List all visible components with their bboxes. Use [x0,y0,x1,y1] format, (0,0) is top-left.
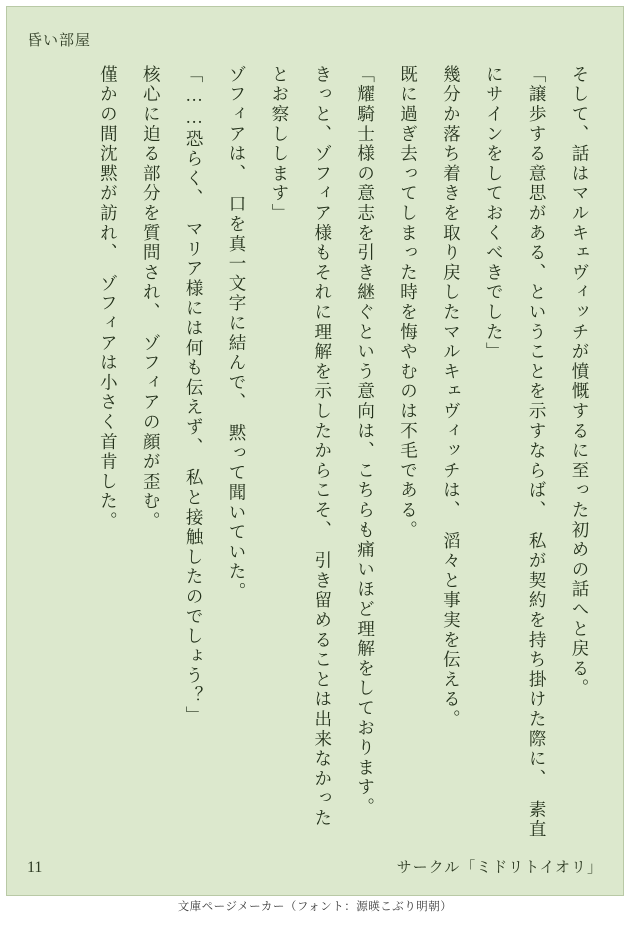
paragraph: 「耀騎士様の意志を引き継ぐという意向は、こちらも痛いほど理解をしております。 [355,65,376,818]
novel-page-surface [6,6,624,896]
paragraph: 核心に迫る部分を質問され、 ゾフィアの顔が歪む。 [141,65,162,532]
vertical-body-text [31,65,601,845]
paragraph: 「……恐らく、 マリア様には何も伝えず、 私と接触したのでしょう？」 [184,65,205,726]
paragraph: 幾分か落ち着きを取り戻したマルキェヴィッチは、 滔々と事実を伝える。 [441,65,462,730]
paragraph: 既に過ぎ去ってしまった時を悔やむのは不毛である。 [398,65,419,541]
page-number: 11 [27,859,43,876]
paragraph: ゾフィアは、 口を真一文字に結んで、 黙って聞いていた。 [227,65,247,602]
paragraph: 僅かの間沈黙が訪れ、 ゾフィアは小さく首肯した。 [98,65,119,532]
generator-caption: 文庫ページメーカー（フォント：源暎こぶり明朝） [177,901,453,913]
paragraph: きっと、ゾフィア様もそれに理解を示したからこそ、 引き留めることは出来なかったとお察しします」 [269,65,333,829]
paragraph: そして、話はマルキェヴィッチが憤慨するに至った初めの話へと戻る。 [570,65,590,699]
page-footer [27,855,603,877]
circle-name: サークル「ミドリトイオリ」 [396,860,603,876]
paragraph: 「譲歩する意思がある、ということを示すならば、 私が契約を持ち掛けた際に、 素直にサインをしておくべきでした」 [484,65,548,840]
page-header-title: 昏い部屋 [27,33,92,49]
